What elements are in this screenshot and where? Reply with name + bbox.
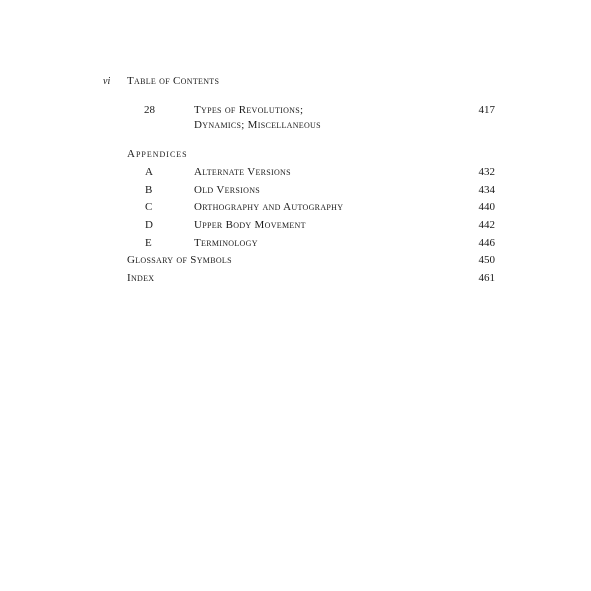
appendix-title: Alternate Versions — [194, 166, 291, 178]
appendix-title: Upper Body Movement — [194, 219, 306, 231]
back-matter-page-number: 461 — [478, 272, 495, 284]
appendix-letter: C — [145, 201, 153, 213]
toc-entry-appendix — [0, 219, 591, 235]
appendix-title: Orthography and Autography — [194, 201, 344, 213]
toc-entry-appendix — [0, 201, 591, 217]
chapter-title — [194, 103, 321, 133]
appendix-letter: B — [145, 184, 153, 196]
appendix-title: Old Versions — [194, 184, 261, 196]
appendix-letter: A — [145, 166, 153, 178]
running-head: Table of Contents — [127, 75, 220, 87]
appendix-page-number: 446 — [478, 237, 495, 249]
appendix-page-number: 432 — [478, 166, 495, 178]
back-matter-title: Glossary of Symbols — [127, 254, 232, 266]
back-matter-page-number: 450 — [478, 254, 495, 266]
chapter-page-number: 417 — [478, 104, 495, 116]
toc-entry-appendix — [0, 166, 591, 182]
appendix-title: Terminology — [194, 237, 258, 249]
toc-entry-index — [0, 272, 591, 288]
appendix-page-number: 434 — [478, 184, 495, 196]
appendix-page-number: 442 — [478, 219, 495, 231]
chapter-number: 28 — [144, 104, 155, 116]
appendix-letter: D — [145, 219, 153, 231]
appendices-heading: Appendices — [127, 148, 188, 160]
toc-entry-appendix — [0, 237, 591, 253]
chapter-title-line-1: Types of Revolutions; — [194, 104, 304, 116]
appendix-page-number: 440 — [478, 201, 495, 213]
toc-entry-appendix — [0, 184, 591, 200]
page-folio: vi — [103, 76, 111, 87]
back-matter-title: Index — [127, 272, 155, 284]
toc-entry-glossary — [0, 254, 591, 270]
chapter-title-line-2: Dynamics; Miscellaneous — [194, 119, 321, 131]
appendix-letter: E — [145, 237, 152, 249]
